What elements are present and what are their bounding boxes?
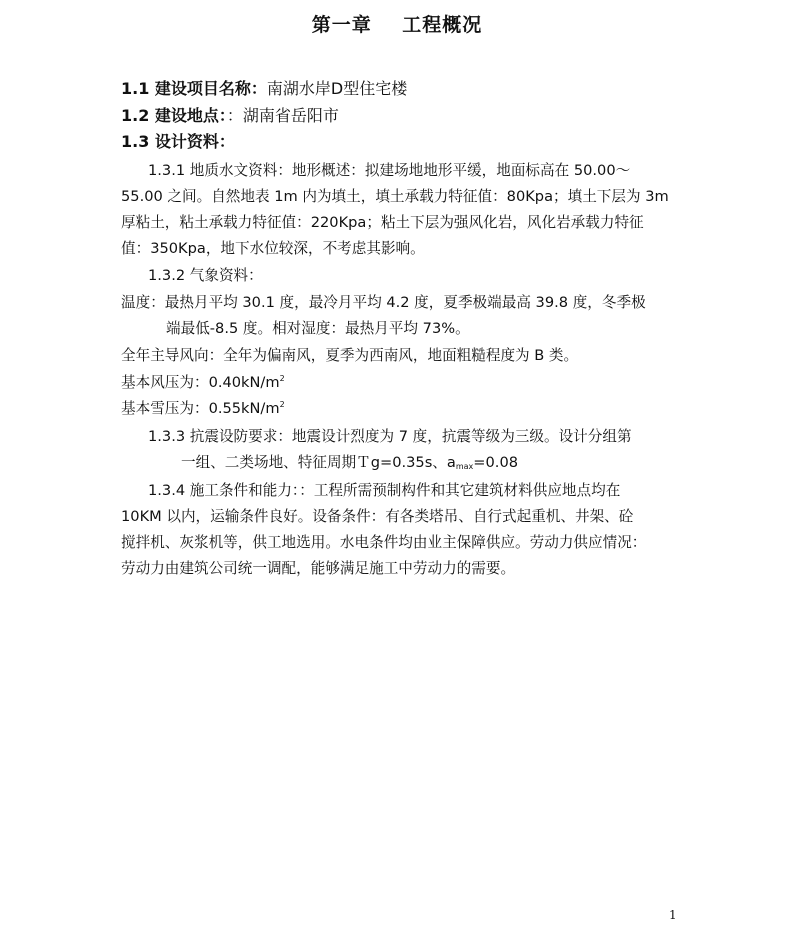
section-1-3: [121, 129, 235, 152]
wind-pressure-line: [121, 371, 285, 392]
para-1-3-3-line-cont: [181, 451, 518, 472]
para-1-3-1-line: 厚粘土，粘土承载力特征值：220Kpa；粘土下层为强风化岩，风化岩承载力特征: [121, 214, 644, 231]
wind-direction-line: 全年主导风向：全年为偏南风，夏季为西南风，地面粗糙程度为 B 类。: [121, 347, 579, 364]
para-1-3-4-line: 10KM 以内，运输条件良好。设备条件：有各类塔吊、自行式起重机、井架、砼: [121, 508, 634, 525]
temperature-line: 温度：最热月平均 30.1 度，最冷月平均 4.2 度，夏季极端最高 39.8 度，冬季极: [121, 294, 646, 311]
unit-superscript: 2: [279, 374, 285, 383]
amax-subscript: max: [455, 462, 474, 471]
page-number: 1: [669, 908, 677, 922]
para-1-3-2-heading: 1.3.2 气象资料：: [148, 267, 263, 284]
section-1-2-heading: 1.2 建设地点：: [121, 106, 227, 125]
para-1-3-4-line: 劳动力由建筑公司统一调配，能够满足施工中劳动力的需要。: [121, 560, 516, 577]
chapter-title: 第一章 工程概况: [311, 14, 483, 36]
section-1-3-heading: 1.3 设计资料：: [121, 132, 235, 151]
wind-pressure-text: 基本风压为：0.40kN/m: [121, 374, 280, 391]
section-1-2: [121, 103, 339, 126]
para-1-3-3-line: 1.3.3 抗震设防要求：地震设计烈度为 7 度，抗震等级为三级。设计分组第: [148, 428, 632, 445]
snow-pressure-line: [121, 397, 285, 418]
seismic-params-text: 一组、二类场地、特征周期Ｔg=0.35s、a: [181, 454, 456, 471]
amax-value: =0.08: [473, 454, 519, 471]
para-1-3-4-line: 1.3.4 施工条件和能力：：工程所需预制构件和其它建筑材料供应地点均在: [148, 482, 621, 499]
temperature-line-cont: 端最低-8.5 度。相对湿度：最热月平均 73%。: [166, 320, 470, 337]
project-location: ：湖南省岳阳市: [226, 106, 339, 125]
para-1-3-1-line: 1.3.1 地质水文资料：地形概述：拟建场地地形平缓，地面标高在 50.00～: [148, 162, 631, 179]
project-name: 南湖水岸D型住宅楼: [266, 79, 408, 98]
snow-pressure-text: 基本雪压为：0.55kN/m: [121, 400, 280, 417]
para-1-3-1-line: 值：350Kpa，地下水位较深，不考虑其影响。: [121, 240, 425, 257]
section-1-1-heading: 1.1 建设项目名称：: [121, 79, 267, 98]
para-1-3-4-line: 搅拌机、灰浆机等，供工地选用。水电条件均由业主保障供应。劳动力供应情况：: [121, 534, 647, 551]
unit-superscript: 2: [279, 400, 285, 409]
section-1-1: [121, 76, 407, 99]
para-1-3-1-line: 55.00 之间。自然地表 1m 内为填土，填土承载力特征值：80Kpa；填土下层为 3m: [121, 188, 669, 205]
